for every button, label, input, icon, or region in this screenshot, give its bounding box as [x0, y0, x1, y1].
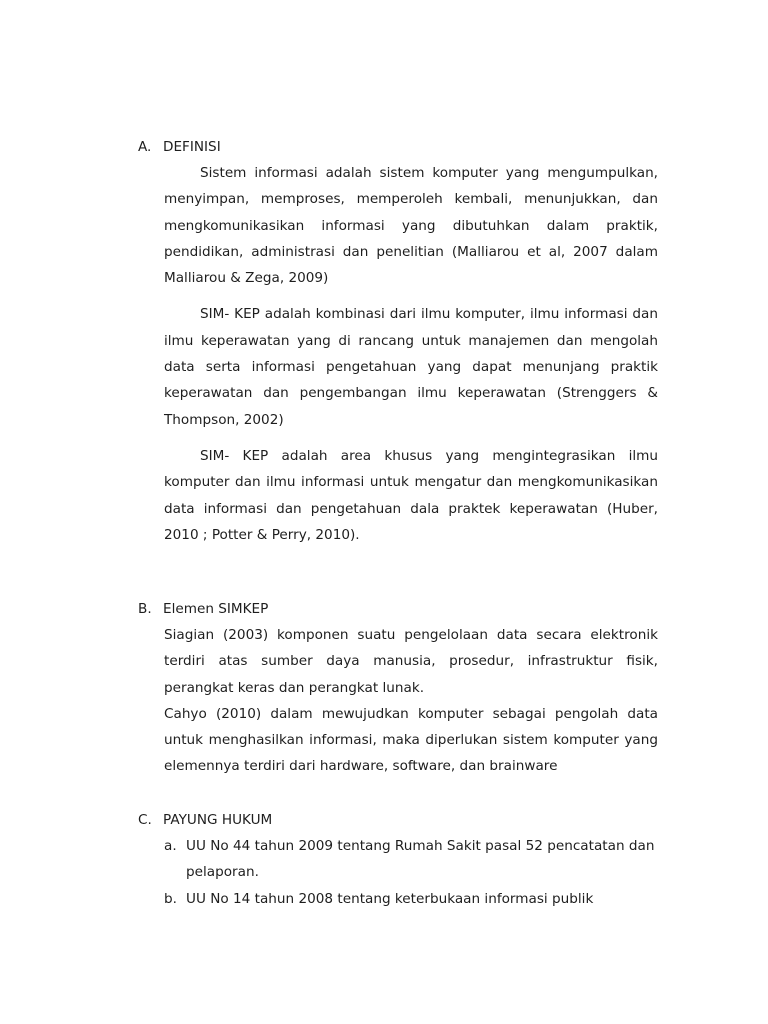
section-heading: [138, 807, 658, 833]
section-payung-hukum: [138, 807, 658, 912]
section-heading: [138, 596, 658, 622]
section-elemen-simkep: [138, 596, 658, 780]
list-item: [164, 886, 658, 912]
list-item-text: UU No 14 tahun 2008 tentang keterbukaan informasi publik: [186, 890, 594, 907]
paragraph: Sistem informasi adalah sistem komputer yang mengumpulkan, menyimpan, memproses, memperoleh kembali, menunjukkan, dan mengkomunikasikan informasi yang dibutuhkan dalam praktik, pendidikan, administrasi dan penelitian (Malliarou et al, 2007 dalam Malliarou & Zega, 2009): [164, 165, 658, 287]
section-heading: [138, 134, 658, 160]
paragraph: Cahyo (2010) dalam mewujudkan komputer sebagai pengolah data untuk menghasilkan informasi, maka diperlukan sistem komputer yang elemennya terdiri dari hardware, software, dan brainware: [164, 705, 658, 775]
section-title: DEFINISI: [163, 139, 221, 155]
list-item: [164, 833, 658, 886]
list-marker: a.: [164, 838, 177, 854]
section-marker: C.: [138, 812, 152, 828]
section-marker: A.: [138, 139, 152, 155]
list-marker: b.: [164, 890, 177, 907]
section-definisi: [138, 134, 658, 548]
paragraph: Siagian (2003) komponen suatu pengelolaan data secara elektronik terdiri atas sumber daya manusia, prosedur, infrastruktur fisik, perangkat keras dan perangkat lunak.: [164, 627, 658, 696]
section-marker: B.: [138, 601, 152, 617]
paragraph: SIM- KEP adalah kombinasi dari ilmu komputer, ilmu informasi dan ilmu keperawatan yang di rancang untuk manajemen dan mengolah data serta informasi pengetahuan yang dapat menunjang praktik keperawatan dan pengembangan ilmu keperawatan (Strenggers & Thompson, 2002): [164, 306, 658, 428]
list-item-text: UU No 44 tahun 2009 tentang Rumah Sakit pasal 52 pencatatan dan pelaporan.: [186, 838, 655, 881]
paragraph: SIM- KEP adalah area khusus yang mengintegrasikan ilmu komputer dan ilmu informasi untuk mengatur dan mengkomunikasikan data informasi dan pengetahuan dala praktek keperawatan (Huber, 2010 ; Potter & Perry, 2010).: [164, 447, 658, 543]
section-title: PAYUNG HUKUM: [163, 812, 273, 828]
section-title: Elemen SIMKEP: [163, 601, 269, 617]
